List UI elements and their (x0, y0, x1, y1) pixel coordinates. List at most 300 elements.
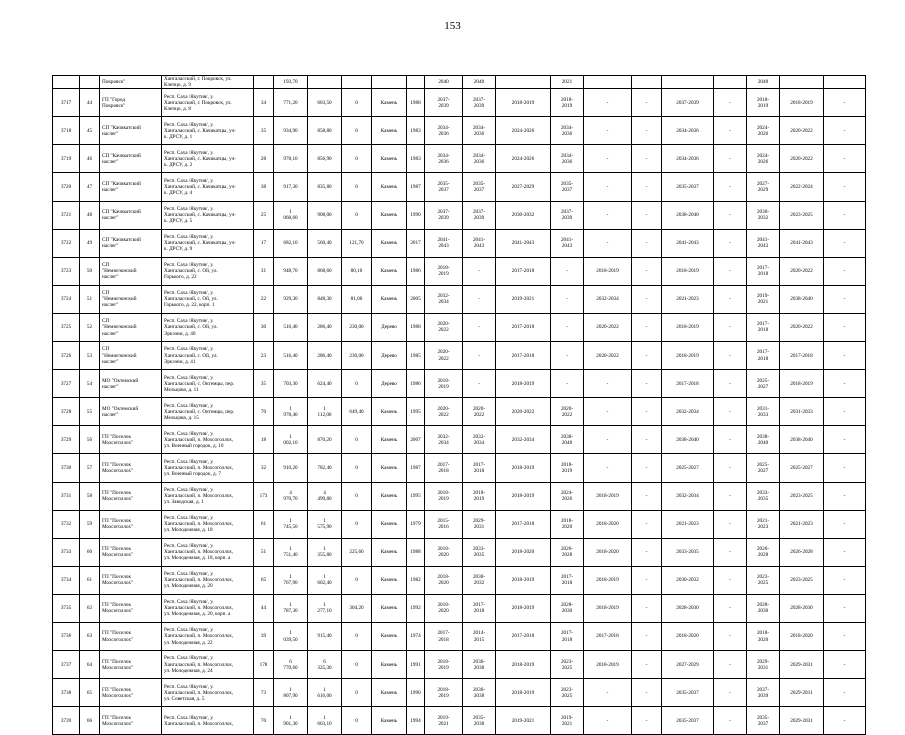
elevator-repair-years-cell: - (584, 370, 632, 398)
nonresidential-area-cell: 0 (342, 707, 372, 735)
living-area-cell: 858,80 (308, 117, 342, 145)
roof-repair-years-cell: 2018- 2019 (425, 651, 463, 679)
roof-repair-years-cell: 2041- 2043 (425, 229, 463, 257)
living-area-cell: 6 325,30 (308, 651, 342, 679)
item-number-cell: 56 (80, 426, 100, 454)
roof-repair-years-cell: 2034- 2036 (425, 117, 463, 145)
nonresidential-area-cell: 0 (342, 201, 372, 229)
elevator-repair-years-cell: - (584, 201, 632, 229)
gas-repair-years-cell: - (714, 89, 747, 117)
nonresidential-area-cell: 121,70 (342, 229, 372, 257)
facade-repair-years-cell: 2029- 2031 (463, 510, 496, 538)
engineering-systems-years-cell: 2018-2019 (496, 566, 551, 594)
facade-repair-years-cell: 2036- 2038 (463, 651, 496, 679)
water-repair-years-cell: 2025- 2027 (747, 370, 780, 398)
address-cell: Респ. Саха /Якутия/, у. Хангаласский, п. Мохсоголлох, ул. Заводская, д. 1 (162, 482, 254, 510)
other-works-cell: - (824, 229, 866, 257)
wall-material-cell: Дерево (372, 370, 407, 398)
facade-repair-years-cell: - (463, 370, 496, 398)
heating-repair-years-cell: 2035-2037 (662, 173, 714, 201)
wall-material-cell: Камень (372, 594, 407, 622)
basement-repair-years-cell: 2023- 2025 (551, 679, 584, 707)
owner-name-cell: СП "Качикатский наслег" (100, 173, 162, 201)
electric-repair-years-cell: 2031-2033 (780, 398, 824, 426)
elevator-repair-years-cell: 2020-2022 (584, 313, 632, 341)
nonresidential-area-cell: 0 (342, 370, 372, 398)
engineering-systems-years-cell: 2018-2019 (496, 370, 551, 398)
table-row (53, 117, 866, 145)
water-repair-years-cell: 2018- 2020 (747, 622, 780, 650)
other-works-cell: - (824, 370, 866, 398)
wall-material-cell: Камень (372, 201, 407, 229)
item-number-cell: 52 (80, 313, 100, 341)
engineering-systems-years-cell: 2019-2021 (496, 707, 551, 735)
nonresidential-area-cell: 230,00 (342, 342, 372, 370)
water-repair-years-cell: 2025- 2027 (747, 454, 780, 482)
roof-repair-years-cell: 2018- 2019 (425, 482, 463, 510)
item-number-cell: 64 (80, 651, 100, 679)
facade-repair-years-cell: 2035- 2038 (463, 707, 496, 735)
other-works-cell: - (824, 454, 866, 482)
living-area-cell: 908,00 (308, 201, 342, 229)
facade-repair-years-cell: 2034- 2036 (463, 145, 496, 173)
gas-repair-years-cell: - (714, 426, 747, 454)
water-repair-years-cell: 2030- 2032 (747, 201, 780, 229)
row-index-cell: 3738 (53, 679, 80, 707)
basement-repair-years-cell: 2041- 2043 (551, 229, 584, 257)
heating-repair-years-cell (662, 76, 714, 89)
address-cell: Респ. Саха /Якутия/, у. Хангаласский, п. Мохсоголлох, ул. Молодежная, д. 24 (162, 651, 254, 679)
living-area-cell: 1 277,10 (308, 594, 342, 622)
electric-repair-years-cell: 2018-2019 (780, 370, 824, 398)
heating-repair-years-cell: 2018-2019 (662, 313, 714, 341)
table-row (53, 173, 866, 201)
address-cell: Респ. Саха /Якутия/, у. Хангаласский, с. Качикатцы, уч- к. ДРСУ, д. 2 (162, 145, 254, 173)
elevator-repair-years-cell: 2018-2020 (584, 510, 632, 538)
living-area-cell: 856,90 (308, 145, 342, 173)
item-number-cell: 66 (80, 707, 100, 735)
nonresidential-area-cell: 0 (342, 566, 372, 594)
foundation-repair-years-cell: - (632, 257, 662, 285)
other-works-cell: - (824, 89, 866, 117)
wall-material-cell: Камень (372, 454, 407, 482)
build-year-cell: 1983 (407, 145, 425, 173)
heating-repair-years-cell: 2038-2040 (662, 426, 714, 454)
row-index-cell: 3727 (53, 370, 80, 398)
foundation-repair-years-cell: - (632, 482, 662, 510)
nonresidential-area-cell: 0 (342, 510, 372, 538)
owner-name-cell: ГП "Поселок Мохсоголлох" (100, 707, 162, 735)
owner-name-cell: СП "Немюгюнский наслег" (100, 313, 162, 341)
table-row (53, 707, 866, 735)
roof-repair-years-cell: 2018- 2019 (425, 679, 463, 707)
gas-repair-years-cell: - (714, 538, 747, 566)
total-area-cell: 1 767,90 (274, 566, 308, 594)
facade-repair-years-cell: 2030- 2032 (463, 566, 496, 594)
electric-repair-years-cell: 2022-2024 (780, 173, 824, 201)
gas-repair-years-cell (714, 76, 747, 89)
table-row (53, 229, 866, 257)
engineering-systems-years-cell: 2018-2019 (496, 594, 551, 622)
elevator-repair-years-cell: - (584, 117, 632, 145)
elevator-repair-years-cell: 2020-2022 (584, 342, 632, 370)
item-number-cell: 65 (80, 679, 100, 707)
electric-repair-years-cell: 2041-2043 (780, 229, 824, 257)
foundation-repair-years-cell: - (632, 370, 662, 398)
apartments-count-cell: 44 (254, 594, 274, 622)
row-index-cell: 3731 (53, 482, 80, 510)
item-number-cell: 46 (80, 145, 100, 173)
engineering-systems-years-cell: 2017-2018 (496, 257, 551, 285)
row-index-cell: 3721 (53, 201, 80, 229)
other-works-cell: - (824, 594, 866, 622)
facade-repair-years-cell: 2034- 2036 (463, 117, 496, 145)
facade-repair-years-cell: 2017- 2018 (463, 454, 496, 482)
table-row (53, 76, 866, 89)
electric-repair-years-cell: 2023-2025 (780, 201, 824, 229)
foundation-repair-years-cell (632, 76, 662, 89)
foundation-repair-years-cell: - (632, 594, 662, 622)
row-index-cell: 3737 (53, 651, 80, 679)
row-index-cell: 3719 (53, 145, 80, 173)
total-area-cell: 978,10 (274, 145, 308, 173)
gas-repair-years-cell: - (714, 679, 747, 707)
owner-name-cell: ГП "Город Покровск" (100, 89, 162, 117)
nonresidential-area-cell: 0 (342, 622, 372, 650)
item-number-cell: 54 (80, 370, 100, 398)
gas-repair-years-cell: - (714, 510, 747, 538)
table-row (53, 145, 866, 173)
living-area-cell: 1 355,80 (308, 538, 342, 566)
roof-repair-years-cell: 2017- 2018 (425, 622, 463, 650)
apartments-count-cell: 25 (254, 201, 274, 229)
wall-material-cell: Камень (372, 145, 407, 173)
gas-repair-years-cell: - (714, 117, 747, 145)
wall-material-cell: Камень (372, 538, 407, 566)
row-index-cell (53, 76, 80, 89)
water-repair-years-cell: 2038- 2040 (747, 426, 780, 454)
water-repair-years-cell: 2028- 2030 (747, 594, 780, 622)
build-year-cell: 1990 (407, 679, 425, 707)
electric-repair-years-cell: 2026-2028 (780, 538, 824, 566)
water-repair-years-cell: 2017- 2018 (747, 342, 780, 370)
item-number-cell: 61 (80, 566, 100, 594)
electric-repair-years-cell: 2017-2018 (780, 342, 824, 370)
wall-material-cell: Камень (372, 510, 407, 538)
elevator-repair-years-cell: 2017-2018 (584, 622, 632, 650)
foundation-repair-years-cell: - (632, 538, 662, 566)
apartments-count-cell: 35 (254, 117, 274, 145)
basement-repair-years-cell: 2038- 2040 (551, 426, 584, 454)
gas-repair-years-cell: - (714, 707, 747, 735)
apartments-count-cell: 65 (254, 566, 274, 594)
engineering-systems-years-cell: 2024-2026 (496, 117, 551, 145)
address-cell: Респ. Саха /Якутия/, у. Хангаласский, с. Ой, ул. Горького, д. 22 (162, 257, 254, 285)
row-index-cell: 3726 (53, 342, 80, 370)
elevator-repair-years-cell: - (584, 173, 632, 201)
other-works-cell: - (824, 651, 866, 679)
owner-name-cell: ГП "Поселок Мохсоголлох" (100, 651, 162, 679)
foundation-repair-years-cell: - (632, 454, 662, 482)
owner-name-cell: МО "Октемский наслег" (100, 398, 162, 426)
elevator-repair-years-cell: - (584, 454, 632, 482)
electric-repair-years-cell: 2020-2022 (780, 313, 824, 341)
basement-repair-years-cell: - (551, 370, 584, 398)
roof-repair-years-cell: 2020- 2022 (425, 313, 463, 341)
item-number-cell: 55 (80, 398, 100, 426)
water-repair-years-cell: 2024- 2026 (747, 117, 780, 145)
heating-repair-years-cell: 2025-2027 (662, 454, 714, 482)
heating-repair-years-cell: 2018-2020 (662, 622, 714, 650)
engineering-systems-years-cell: 2018-2019 (496, 651, 551, 679)
address-cell: Респ. Саха /Якутия/, у. Хангаласский, с. Качикатцы, уч- к. ДРСУ, д. 9 (162, 229, 254, 257)
build-year-cell: 1994 (407, 707, 425, 735)
facade-repair-years-cell: - (463, 313, 496, 341)
engineering-systems-years-cell: 2018-2019 (496, 89, 551, 117)
electric-repair-years-cell: 2018-2019 (780, 89, 824, 117)
basement-repair-years-cell: - (551, 257, 584, 285)
apartments-count-cell: 31 (254, 257, 274, 285)
other-works-cell: - (824, 145, 866, 173)
build-year-cell: 1982 (407, 566, 425, 594)
heating-repair-years-cell: 2018-2019 (662, 342, 714, 370)
facade-repair-years-cell: 2017- 2018 (463, 594, 496, 622)
apartments-count-cell: 18 (254, 426, 274, 454)
heating-repair-years-cell: 2035-2037 (662, 707, 714, 735)
living-area-cell: 286,40 (308, 342, 342, 370)
build-year-cell: 1985 (407, 342, 425, 370)
gas-repair-years-cell: - (714, 622, 747, 650)
other-works-cell: - (824, 201, 866, 229)
wall-material-cell: Камень (372, 679, 407, 707)
heating-repair-years-cell: 2032-2034 (662, 482, 714, 510)
basement-repair-years-cell: 2034- 2036 (551, 145, 584, 173)
table-row (53, 566, 866, 594)
wall-material-cell: Камень (372, 229, 407, 257)
roof-repair-years-cell: 2018- 2020 (425, 566, 463, 594)
build-year-cell: 2005 (407, 285, 425, 313)
basement-repair-years-cell: 2034- 2036 (551, 117, 584, 145)
water-repair-years-cell: 2017- 2018 (747, 313, 780, 341)
nonresidential-area-cell: 225,60 (342, 538, 372, 566)
roof-repair-years-cell: 2020- 2022 (425, 342, 463, 370)
facade-repair-years-cell: 2037- 2039 (463, 89, 496, 117)
owner-name-cell: МО "Октемский наслег" (100, 370, 162, 398)
other-works-cell (824, 76, 866, 89)
address-cell: Респ. Саха /Якутия/, у. Хангаласский, п. Мохсоголлох, ул. Молодежная, д. 22 (162, 622, 254, 650)
water-repair-years-cell: 2026- 2028 (747, 538, 780, 566)
owner-name-cell: СП "Качикатский наслег" (100, 229, 162, 257)
engineering-systems-years-cell: 2019-2021 (496, 285, 551, 313)
living-area-cell: 1 575,90 (308, 510, 342, 538)
other-works-cell: - (824, 482, 866, 510)
address-cell: Респ. Саха /Якутия/, у. Хангаласский, п. Мохсоголлох, ул. Военный городок, д. 10 (162, 426, 254, 454)
table-row (53, 426, 866, 454)
table-row (53, 679, 866, 707)
foundation-repair-years-cell: - (632, 707, 662, 735)
basement-repair-years-cell: 2020- 2022 (551, 398, 584, 426)
facade-repair-years-cell: - (463, 342, 496, 370)
total-area-cell: 1 745,50 (274, 510, 308, 538)
apartments-count-cell: 34 (254, 89, 274, 117)
water-repair-years-cell: 2017- 2018 (747, 257, 780, 285)
address-cell: Респ. Саха /Якутия/, у. Хангаласский, г. Покровск, ул. Клепцо, д. 8 (162, 89, 254, 117)
living-area-cell: 868,60 (308, 257, 342, 285)
electric-repair-years-cell: 2021-2023 (780, 510, 824, 538)
gas-repair-years-cell: - (714, 313, 747, 341)
elevator-repair-years-cell: - (584, 679, 632, 707)
address-cell: Хангаласский, г. Покровск, ул. Клепцо, д. 9 (162, 76, 254, 89)
nonresidential-area-cell: 0 (342, 145, 372, 173)
facade-repair-years-cell: 2018- 2019 (463, 482, 496, 510)
living-area-cell: 782,40 (308, 454, 342, 482)
living-area-cell: 603,50 (308, 89, 342, 117)
roof-repair-years-cell: 2032- 2034 (425, 426, 463, 454)
item-number-cell: 63 (80, 622, 100, 650)
heating-repair-years-cell: 2041-2043 (662, 229, 714, 257)
elevator-repair-years-cell: 2018-2019 (584, 257, 632, 285)
water-repair-years-cell: 2023- 2025 (747, 566, 780, 594)
wall-material-cell: Камень (372, 622, 407, 650)
owner-name-cell: СП "Качикатский наслег" (100, 201, 162, 229)
apartments-count-cell: 38 (254, 173, 274, 201)
gas-repair-years-cell: - (714, 257, 747, 285)
living-area-cell: 286,40 (308, 313, 342, 341)
apartments-count-cell: 39 (254, 622, 274, 650)
basement-repair-years-cell: 2018- 2020 (551, 510, 584, 538)
other-works-cell: - (824, 566, 866, 594)
apartments-count-cell: 28 (254, 145, 274, 173)
address-cell: Респ. Саха /Якутия/, у. Хангаласский, п. Мохсоголлох, ул. Молодежная, д. 20, корп. а (162, 594, 254, 622)
table-row (53, 510, 866, 538)
facade-repair-years-cell: - (463, 285, 496, 313)
total-area-cell: 1 039,50 (274, 622, 308, 650)
heating-repair-years-cell: 2021-2023 (662, 285, 714, 313)
heating-repair-years-cell: 2033-2035 (662, 538, 714, 566)
address-cell: Респ. Саха /Якутия/, у. Хангаласский, п. Мохсоголлох, ул. Молодежная, д. 20 (162, 566, 254, 594)
electric-repair-years-cell: 2029-2031 (780, 651, 824, 679)
heating-repair-years-cell: 2038-2040 (662, 201, 714, 229)
facade-repair-years-cell: 2035- 2037 (463, 173, 496, 201)
table-row (53, 538, 866, 566)
build-year-cell: 1992 (407, 594, 425, 622)
build-year-cell: 1995 (407, 482, 425, 510)
elevator-repair-years-cell: - (584, 426, 632, 454)
nonresidential-area-cell: 304,20 (342, 594, 372, 622)
build-year-cell: 2007 (407, 426, 425, 454)
build-year-cell: 1983 (407, 117, 425, 145)
address-cell: Респ. Саха /Якутия/, у. Хангаласский, с. Качикатцы, уч- к. ДРСУ, д. 1 (162, 117, 254, 145)
gas-repair-years-cell: - (714, 594, 747, 622)
owner-name-cell: ГП "Поселок Мохсоголлох" (100, 426, 162, 454)
wall-material-cell: Камень (372, 482, 407, 510)
water-repair-years-cell: 2029- 2031 (747, 651, 780, 679)
housing-repair-table (52, 75, 866, 735)
address-cell: Респ. Саха /Якутия/, у. Хангаласский, п. Мохсоголлох, ул. Советская, д. 5 (162, 679, 254, 707)
row-index-cell: 3720 (53, 173, 80, 201)
apartments-count-cell: 178 (254, 651, 274, 679)
engineering-systems-years-cell: 2024-2026 (496, 145, 551, 173)
foundation-repair-years-cell: - (632, 201, 662, 229)
table-row (53, 594, 866, 622)
basement-repair-years-cell: 2023- 2025 (551, 651, 584, 679)
elevator-repair-years-cell: 2032-2034 (584, 285, 632, 313)
roof-repair-years-cell: 2020- 2022 (425, 398, 463, 426)
foundation-repair-years-cell: - (632, 173, 662, 201)
nonresidential-area-cell: 0 (342, 117, 372, 145)
owner-name-cell: ГП "Поселок Мохсоголлох" (100, 510, 162, 538)
foundation-repair-years-cell: - (632, 117, 662, 145)
wall-material-cell: Дерево (372, 313, 407, 341)
basement-repair-years-cell: - (551, 285, 584, 313)
water-repair-years-cell: 2033- 2035 (747, 482, 780, 510)
wall-material-cell: Камень (372, 285, 407, 313)
apartments-count-cell: 22 (254, 285, 274, 313)
elevator-repair-years-cell: - (584, 398, 632, 426)
apartments-count-cell: 61 (254, 510, 274, 538)
total-area-cell: 934,90 (274, 117, 308, 145)
row-index-cell: 3734 (53, 566, 80, 594)
apartments-count-cell: 70 (254, 398, 274, 426)
total-area-cell: 703,30 (274, 370, 308, 398)
row-index-cell: 3736 (53, 622, 80, 650)
table-row (53, 622, 866, 650)
wall-material-cell: Камень (372, 426, 407, 454)
row-index-cell: 3733 (53, 538, 80, 566)
heating-repair-years-cell: 2035-2037 (662, 679, 714, 707)
other-works-cell: - (824, 117, 866, 145)
nonresidential-area-cell: 0 (342, 651, 372, 679)
build-year-cell: 1988 (407, 313, 425, 341)
heating-repair-years-cell: 2028-2030 (662, 594, 714, 622)
total-area-cell: 516,40 (274, 342, 308, 370)
water-repair-years-cell: 2018- 2019 (747, 89, 780, 117)
foundation-repair-years-cell: - (632, 566, 662, 594)
owner-name-cell: СП "Качикатский наслег" (100, 117, 162, 145)
build-year-cell: 1988 (407, 89, 425, 117)
facade-repair-years-cell: 2014- 2015 (463, 622, 496, 650)
basement-repair-years-cell: 2024- 2026 (551, 482, 584, 510)
row-index-cell: 3729 (53, 426, 80, 454)
foundation-repair-years-cell: - (632, 313, 662, 341)
item-number-cell: 47 (80, 173, 100, 201)
facade-repair-years-cell: 2037- 2039 (463, 201, 496, 229)
elevator-repair-years-cell: - (584, 707, 632, 735)
other-works-cell: - (824, 679, 866, 707)
table-row (53, 454, 866, 482)
gas-repair-years-cell: - (714, 201, 747, 229)
address-cell: Респ. Саха /Якутия/, у. Хангаласский, п. Мохсоголлох, ул. Молодежная, д. 18, корп. а (162, 538, 254, 566)
basement-repair-years-cell: 2019- 2021 (551, 707, 584, 735)
row-index-cell: 3718 (53, 117, 80, 145)
total-area-cell: 771,20 (274, 89, 308, 117)
page-number: 153 (444, 20, 461, 32)
owner-name-cell: СП "Качикатский наслег" (100, 145, 162, 173)
other-works-cell: - (824, 173, 866, 201)
owner-name-cell: ГП "Поселок Мохсоголлох" (100, 594, 162, 622)
nonresidential-area-cell: 0 (342, 89, 372, 117)
other-works-cell: - (824, 426, 866, 454)
wall-material-cell: Камень (372, 117, 407, 145)
electric-repair-years-cell (780, 76, 824, 89)
facade-repair-years-cell: 2032- 2034 (463, 426, 496, 454)
item-number-cell (80, 76, 100, 89)
gas-repair-years-cell: - (714, 454, 747, 482)
water-repair-years-cell: 2019- 2021 (747, 285, 780, 313)
row-index-cell: 3722 (53, 229, 80, 257)
row-index-cell: 3724 (53, 285, 80, 313)
basement-repair-years-cell: 2028- 2030 (551, 594, 584, 622)
